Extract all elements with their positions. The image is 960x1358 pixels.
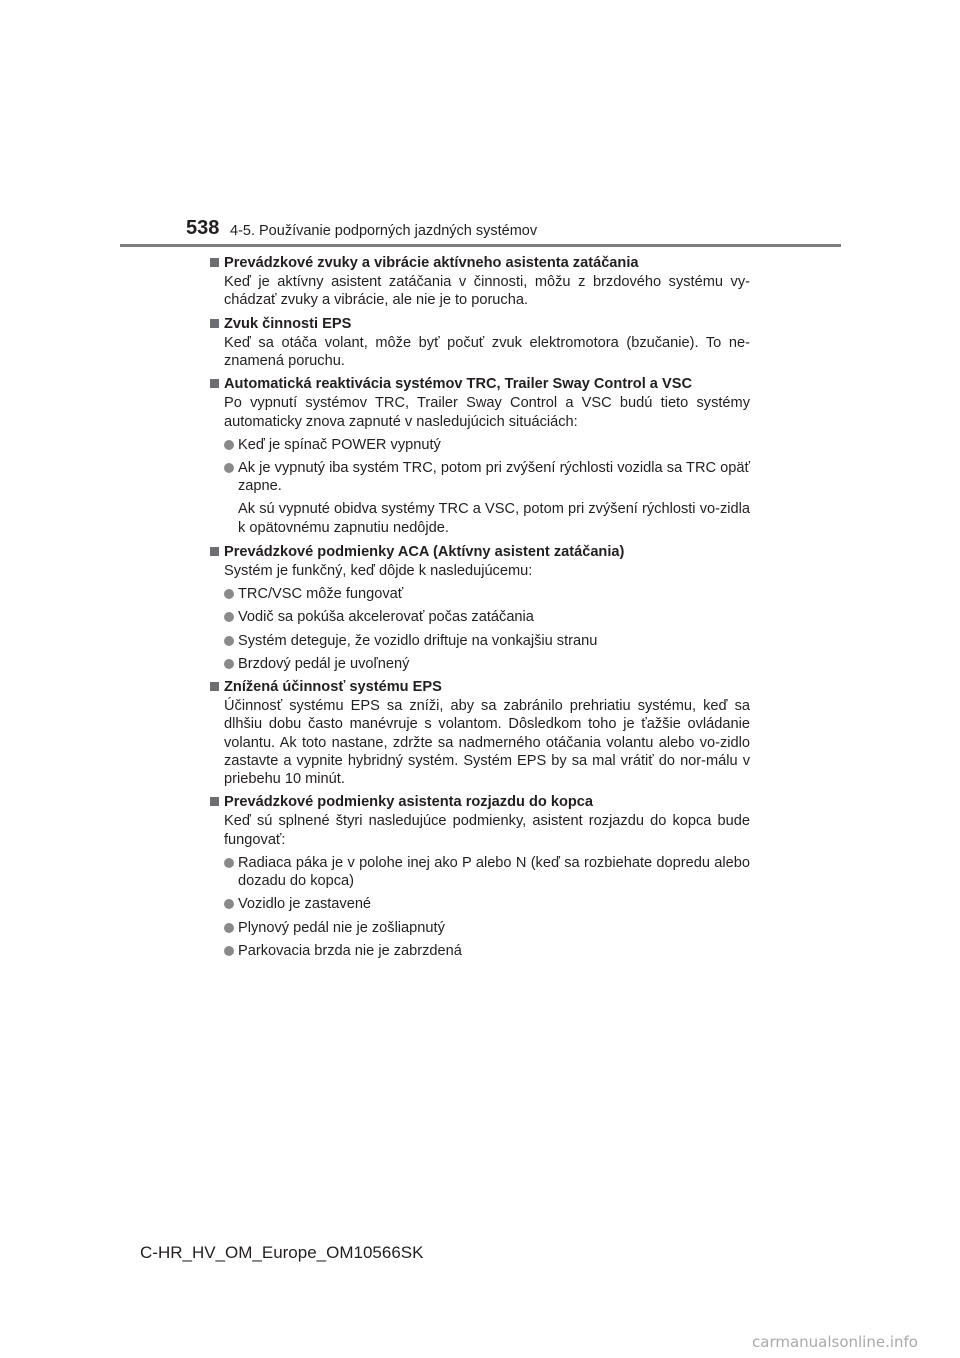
- round-bullet-icon: [224, 946, 234, 956]
- section-heading: Znížená účinnosť systému EPS: [210, 678, 750, 696]
- section-eps-reduced: [210, 678, 750, 788]
- section-aca-sounds: [210, 254, 750, 310]
- list-item: Vozidlo je zastavené: [210, 895, 750, 913]
- round-bullet-icon: [224, 636, 234, 646]
- round-bullet-icon: [224, 589, 234, 599]
- list-item-note: Ak sú vypnuté obidva systémy TRC a VSC, potom pri zvýšení rýchlosti vo-zidla k opätovnému zapnutiu nedôjde.: [238, 501, 750, 536]
- paragraph: Účinnosť systému EPS sa zníži, aby sa zabránilo prehriatiu systému, keď sa dlhšiu dobu často manévruje s volantom. Dôsledkom toho je ťažšie ovládanie volantu. Ak toto nastane, zdržte sa nadmerného otáčania volantu alebo vo-zidlo zastavte a vypnite hybridný systém. Systém EPS by sa mal vrátiť do nor-málu v priebehu 10 minút.: [224, 698, 750, 788]
- paragraph: Keď sa otáča volant, môže byť počuť zvuk elektromotora (bzučanie). To ne-znamená poruchu.: [224, 334, 750, 370]
- square-bullet-icon: [210, 547, 219, 556]
- list-item: Parkovacia brzda nie je zabrzdená: [210, 942, 750, 960]
- list-item: Keď je spínač POWER vypnutý: [210, 436, 750, 454]
- paragraph: Systém je funkčný, keď dôjde k nasledujúcemu:: [224, 563, 533, 580]
- list-item: Ak je vypnutý iba systém TRC, potom pri zvýšení rýchlosti vozidla sa TRC opäť zapne.: [210, 459, 750, 495]
- section-heading: Automatická reaktivácia systémov TRC, Trailer Sway Control a VSC: [210, 375, 750, 393]
- round-bullet-icon: [224, 463, 234, 473]
- list-item: Plynový pedál nie je zošliapnutý: [210, 919, 750, 937]
- round-bullet-icon: [224, 899, 234, 909]
- section-hill-start: [210, 793, 750, 960]
- round-bullet-icon: [224, 612, 234, 622]
- paragraph: Po vypnutí systémov TRC, Trailer Sway Control a VSC budú tieto systémy automaticky znova zapnuté v nasledujúcich situáciách:: [224, 395, 750, 430]
- square-bullet-icon: [210, 682, 219, 691]
- list-item: Systém deteguje, že vozidlo driftuje na vonkajšiu stranu: [210, 632, 750, 650]
- section-heading: Prevádzkové podmienky asistenta rozjazdu do kopca: [210, 793, 750, 811]
- section-heading: Prevádzkové podmienky ACA (Aktívny asistent zatáčania): [210, 543, 750, 561]
- section-reactivation: [210, 375, 750, 537]
- list-item: Radiaca páka je v polohe inej ako P alebo N (keď sa rozbiehate dopredu alebo dozadu do kopca): [210, 854, 750, 890]
- round-bullet-icon: [224, 659, 234, 669]
- list-item: Brzdový pedál je uvoľnený: [210, 655, 750, 673]
- square-bullet-icon: [210, 319, 219, 328]
- section-aca-conditions: [210, 543, 750, 673]
- section-eps-sound: [210, 315, 750, 371]
- round-bullet-icon: [224, 440, 234, 450]
- round-bullet-icon: [224, 858, 234, 868]
- watermark-link[interactable]: carmanualsonline.info: [752, 1333, 918, 1351]
- page-number: 538: [186, 217, 220, 239]
- list-item: Vodič sa pokúša akcelerovať počas zatáčania: [210, 608, 750, 626]
- header-divider: [120, 244, 841, 247]
- paragraph: Keď sú splnené štyri nasledujúce podmienky, asistent rozjazdu do kopca bude fungovať:: [224, 813, 750, 848]
- list-item: TRC/VSC môže fungovať: [210, 585, 750, 603]
- page-header: [0, 0, 960, 250]
- section-title: 4-5. Používanie podporných jazdných systémov: [230, 223, 538, 239]
- round-bullet-icon: [224, 923, 234, 933]
- square-bullet-icon: [210, 258, 219, 267]
- paragraph: Keď je aktívny asistent zatáčania v činnosti, môžu z brzdového systému vy-chádzať zvuky a vibrácie, ale nie je to porucha.: [224, 274, 750, 309]
- section-heading: Prevádzkové zvuky a vibrácie aktívneho asistenta zatáčania: [210, 254, 750, 272]
- section-heading: Zvuk činnosti EPS: [210, 315, 750, 333]
- page-content: [210, 254, 750, 965]
- square-bullet-icon: [210, 797, 219, 806]
- document-code: C-HR_HV_OM_Europe_OM10566SK: [140, 1243, 424, 1262]
- square-bullet-icon: [210, 379, 219, 388]
